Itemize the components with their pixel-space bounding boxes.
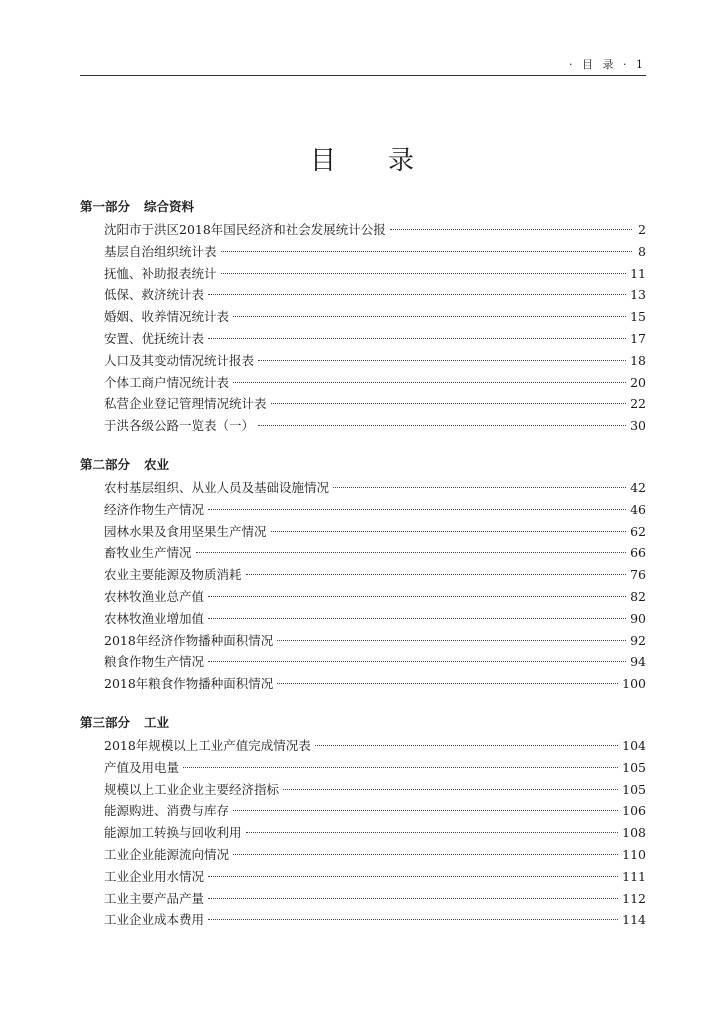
dot-leader <box>271 403 627 404</box>
section-part-label: 第三部分 <box>80 714 131 730</box>
toc-entry[interactable] <box>80 909 646 931</box>
page-title: 目录 <box>309 146 466 176</box>
toc-entry[interactable] <box>80 350 646 372</box>
dot-leader <box>283 789 618 790</box>
dot-leader <box>196 552 627 553</box>
toc-entry-page: 11 <box>630 265 646 281</box>
toc-entry[interactable] <box>80 306 646 328</box>
section-heading <box>80 455 646 475</box>
section-name: 工业 <box>144 714 170 730</box>
dot-leader <box>208 618 626 619</box>
dot-leader <box>315 745 618 746</box>
dot-leader <box>333 487 626 488</box>
dot-leader <box>208 338 626 339</box>
toc-section <box>80 197 646 437</box>
toc-entry-page: 30 <box>630 418 646 434</box>
toc-entry[interactable] <box>80 542 646 564</box>
toc-entry-page: 90 <box>630 610 646 626</box>
toc-entry-title: 农林牧渔业增加值 <box>104 610 205 626</box>
toc-entry-title: 规模以上工业企业主要经济指标 <box>104 781 280 797</box>
toc-entry-page: 8 <box>638 243 646 259</box>
toc-entry-page: 112 <box>622 890 646 906</box>
toc-entry-title: 工业企业成本费用 <box>104 912 205 928</box>
toc-entry-page: 2 <box>638 222 646 237</box>
dot-leader <box>208 919 618 920</box>
toc-entry-title: 沈阳市于洪区2018年国民经济和社会发展统计公报 <box>104 222 386 237</box>
dot-leader <box>208 661 626 662</box>
dot-leader <box>277 683 618 684</box>
toc-entry[interactable] <box>80 888 646 910</box>
toc-entry[interactable] <box>80 328 646 350</box>
section-name: 农业 <box>144 456 170 472</box>
dot-leader <box>208 898 618 899</box>
toc-entry[interactable] <box>80 800 646 822</box>
toc-entry-page: 66 <box>630 545 646 561</box>
toc-entry-title: 安置、优抚统计表 <box>104 330 205 346</box>
toc-entry-title: 园林水果及食用坚果生产情况 <box>104 523 267 539</box>
toc-entry-page: 106 <box>622 803 646 819</box>
toc-entry-page: 105 <box>622 759 646 775</box>
toc-entry[interactable] <box>80 866 646 888</box>
toc-section <box>80 455 646 695</box>
toc-entry[interactable] <box>80 219 646 241</box>
toc-entry[interactable] <box>80 822 646 844</box>
toc-entry[interactable] <box>80 372 646 394</box>
toc-entry[interactable] <box>80 630 646 652</box>
toc-entry-title: 经济作物生产情况 <box>104 501 205 517</box>
toc-entry-page: 108 <box>622 825 646 841</box>
dot-leader <box>258 360 626 361</box>
toc-entry[interactable] <box>80 735 646 757</box>
running-header <box>80 57 646 76</box>
toc-entry-page: 105 <box>622 781 646 797</box>
dot-leader <box>221 273 627 274</box>
toc-entry-page: 82 <box>630 588 646 604</box>
toc-entry-title: 农村基层组织、从业人员及基础设施情况 <box>104 479 330 495</box>
toc-entry-title: 畜牧业生产情况 <box>104 545 192 561</box>
toc-entry-page: 104 <box>622 737 646 753</box>
section-heading <box>80 197 646 217</box>
toc-entry-title: 2018年规模以上工业产值完成情况表 <box>104 737 311 753</box>
toc-entry[interactable] <box>80 779 646 801</box>
toc-entry-title: 低保、救济统计表 <box>104 287 205 303</box>
toc-entry[interactable] <box>80 241 646 263</box>
toc-entry-title: 人口及其变动情况统计报表 <box>104 352 255 368</box>
toc-entry[interactable] <box>80 393 646 415</box>
toc-entry-page: 92 <box>630 632 646 648</box>
toc-entry-title: 2018年粮食作物播种面积情况 <box>104 676 274 692</box>
dot-leader <box>183 767 618 768</box>
toc-entry-title: 婚姻、收养情况统计表 <box>104 309 230 325</box>
toc-entry-title: 产值及用电量 <box>104 759 180 775</box>
dot-leader <box>277 640 626 641</box>
toc-entry[interactable] <box>80 521 646 543</box>
toc-entry-title: 个体工商户情况统计表 <box>104 374 230 390</box>
toc-entry-title: 工业企业能源流向情况 <box>104 846 230 862</box>
toc-entry[interactable] <box>80 673 646 695</box>
dot-leader <box>208 294 626 295</box>
running-header-text: · 目 录 · 1 <box>569 58 646 71</box>
toc-entry[interactable] <box>80 757 646 779</box>
toc-entry-page: 100 <box>622 676 646 692</box>
section-heading <box>80 713 646 733</box>
toc-entry-page: 17 <box>630 330 646 346</box>
toc-entry[interactable] <box>80 608 646 630</box>
toc-entry[interactable] <box>80 844 646 866</box>
toc-entry-title: 抚恤、补助报表统计 <box>104 265 217 281</box>
dot-leader <box>233 810 618 811</box>
dot-leader <box>271 531 627 532</box>
dot-leader <box>208 876 618 877</box>
toc-entry-title: 工业主要产品产量 <box>104 890 205 906</box>
dot-leader <box>208 509 626 510</box>
dot-leader <box>390 229 632 230</box>
toc-entry-page: 110 <box>622 846 646 862</box>
dot-leader <box>221 251 632 252</box>
dot-leader <box>258 425 626 426</box>
toc-entry[interactable] <box>80 415 646 437</box>
toc-entry-title: 农林牧渔业总产值 <box>104 588 205 604</box>
toc-section <box>80 713 646 931</box>
dot-leader <box>246 574 627 575</box>
toc-entry[interactable] <box>80 651 646 673</box>
toc-entry[interactable] <box>80 586 646 608</box>
toc-entry-page: 18 <box>630 352 646 368</box>
toc-entry[interactable] <box>80 499 646 521</box>
toc-entry-title: 私营企业登记管理情况统计表 <box>104 396 267 412</box>
toc-entry-title: 农业主要能源及物质消耗 <box>104 567 242 583</box>
section-part-label: 第二部分 <box>80 456 131 472</box>
toc-entry-title: 粮食作物生产情况 <box>104 654 205 670</box>
dot-leader <box>233 854 618 855</box>
dot-leader <box>208 596 626 597</box>
toc-entry-title: 能源购进、消费与库存 <box>104 803 230 819</box>
toc-entry-page: 111 <box>622 868 646 884</box>
toc-entry-title: 能源加工转换与回收利用 <box>104 825 242 841</box>
section-part-label: 第一部分 <box>80 199 131 214</box>
toc-entry-page: 22 <box>630 396 646 412</box>
toc-entry-page: 76 <box>630 567 646 583</box>
toc-entry-page: 20 <box>630 374 646 390</box>
toc-entry-page: 46 <box>630 501 646 517</box>
toc-entry-page: 42 <box>630 479 646 495</box>
toc-entry[interactable] <box>80 564 646 586</box>
toc-entry[interactable] <box>80 477 646 499</box>
toc-entry-title: 基层自治组织统计表 <box>104 243 217 259</box>
table-of-contents <box>80 197 646 949</box>
toc-entry-title: 工业企业用水情况 <box>104 868 205 884</box>
dot-leader <box>233 382 626 383</box>
toc-entry[interactable] <box>80 263 646 285</box>
toc-entry-title: 于洪各级公路一览表（一） <box>104 418 255 434</box>
dot-leader <box>246 832 619 833</box>
toc-entry[interactable] <box>80 284 646 306</box>
toc-entry-page: 62 <box>630 523 646 539</box>
toc-entry-page: 114 <box>622 912 646 928</box>
dot-leader <box>233 316 626 317</box>
toc-entry-page: 13 <box>630 287 646 303</box>
toc-entry-page: 15 <box>630 309 646 325</box>
section-name: 综合资料 <box>144 199 195 214</box>
toc-entry-page: 94 <box>630 654 646 670</box>
toc-entry-title: 2018年经济作物播种面积情况 <box>104 632 274 648</box>
